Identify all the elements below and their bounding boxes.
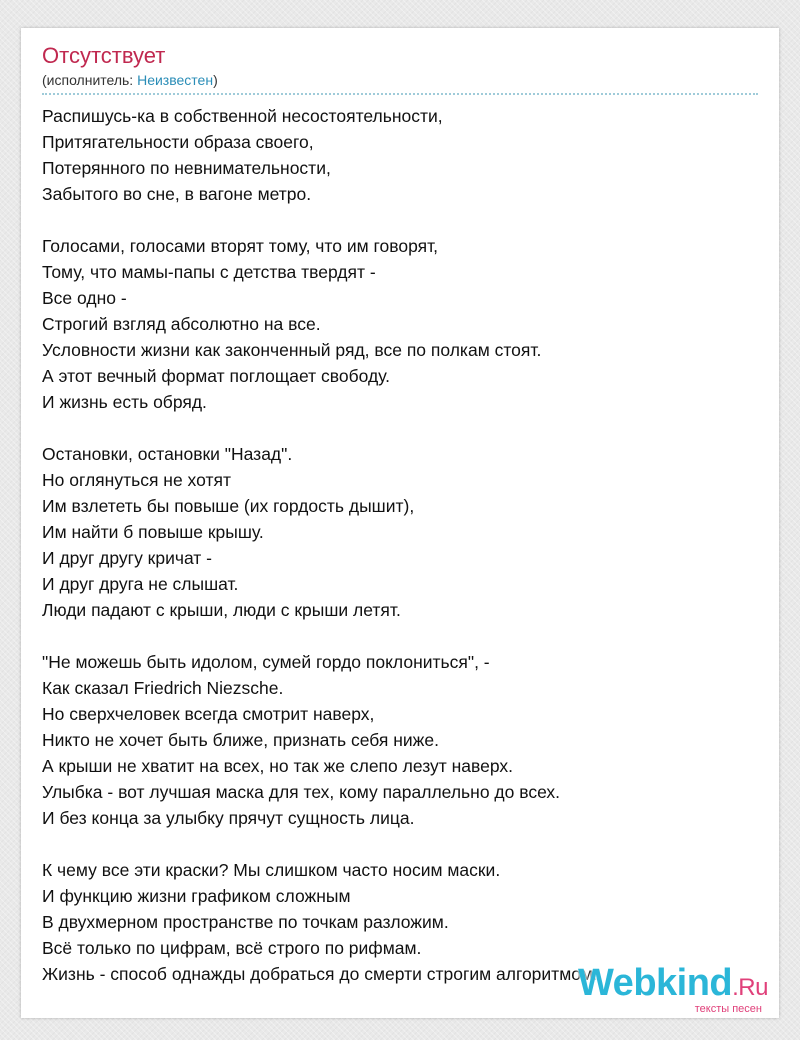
stanza-gap	[42, 207, 769, 233]
lyric-line: Строгий взгляд абсолютно на все.	[42, 314, 321, 334]
lyric-line: Им найти б повыше крышу.	[42, 522, 264, 542]
header-divider	[42, 93, 758, 95]
lyric-line: Распишусь-ка в собственной несостоятельности,	[42, 106, 443, 126]
song-header	[42, 42, 758, 89]
lyric-line: К чему все эти краски? Мы слишком часто носим маски.	[42, 860, 501, 880]
lyric-line: Тому, что мамы-папы с детства твердят -	[42, 262, 376, 282]
lyric-line: Люди падают с крыши, люди с крыши летят.	[42, 600, 401, 620]
lyric-line: Но сверхчеловек всегда смотрит наверх,	[42, 704, 375, 724]
lyric-line: И жизнь есть обряд.	[42, 392, 207, 412]
watermark-tagline: тексты песен	[694, 1003, 762, 1015]
watermark-brand: Webkind	[578, 962, 733, 1004]
lyric-line: Им взлететь бы повыше (их гордость дышит),	[42, 496, 415, 516]
lyric-line: И друг другу кричат -	[42, 548, 213, 568]
song-title: Отсутствует	[42, 43, 166, 68]
lyric-line: Улыбка - вот лучшая маска для тех, кому параллельно до всех.	[42, 782, 561, 802]
artist-prefix: (исполнитель:	[42, 72, 138, 88]
lyric-line: Все одно -	[42, 288, 127, 308]
lyric-line: Притягательности образа своего,	[42, 132, 314, 152]
lyric-line: Голосами, голосами вторят тому, что им говорят,	[42, 236, 439, 256]
artist-line	[42, 71, 758, 89]
lyric-line: И друг друга не слышат.	[42, 574, 239, 594]
lyric-line: В двухмерном пространстве по точкам разложим.	[42, 912, 449, 932]
lyric-line: И без конца за улыбку прячут сущность лица.	[42, 808, 415, 828]
stanza-gap	[42, 415, 769, 441]
lyric-line: Условности жизни как законченный ряд, все по полкам стоят.	[42, 340, 542, 360]
lyric-line: Всё только по цифрам, всё строго по рифмам.	[42, 938, 422, 958]
lyric-line: А этот вечный формат поглощает свободу.	[42, 366, 391, 386]
artist-suffix: )	[213, 72, 218, 88]
lyric-line: "Не можешь быть идолом, сумей гордо поклониться", -	[42, 652, 490, 672]
lyric-line: Потерянного по невнимательности,	[42, 158, 331, 178]
lyric-line: И функцию жизни графиком сложным	[42, 886, 351, 906]
lyrics-card	[21, 28, 779, 1018]
lyrics-text	[42, 103, 769, 987]
lyric-line: А крыши не хватит на всех, но так же слепо лезут наверх.	[42, 756, 514, 776]
lyric-line: Забытого во сне, в вагоне метро.	[42, 184, 312, 204]
artist-link[interactable]: Неизвестен	[137, 72, 214, 88]
lyric-line: Как сказал Friedrich Niezsche.	[42, 678, 284, 698]
lyric-line: Никто не хочет быть ближе, признать себя ниже.	[42, 730, 439, 750]
lyric-line: Но оглянуться не хотят	[42, 470, 231, 490]
lyric-line: Остановки, остановки "Назад".	[42, 444, 293, 464]
stanza-gap	[42, 623, 769, 649]
watermark-tld: .Ru	[732, 974, 768, 1001]
lyric-line: Жизнь - способ однажды добраться до смерти строгим алгоритмом.	[42, 964, 598, 984]
stanza-gap	[42, 831, 769, 857]
